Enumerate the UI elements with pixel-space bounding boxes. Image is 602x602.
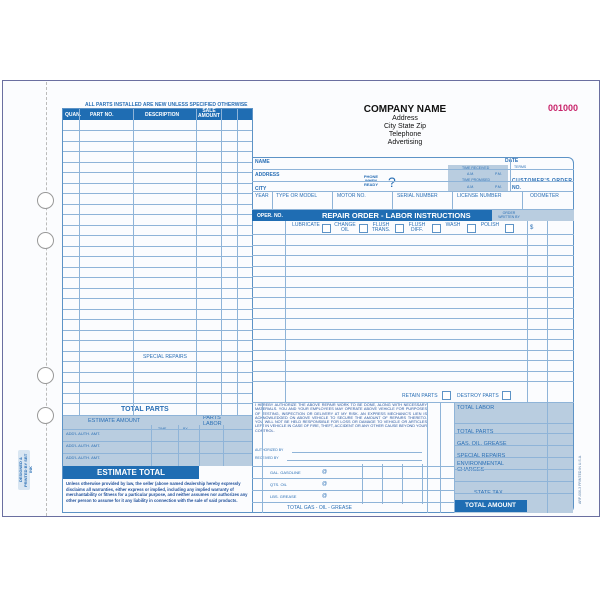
ruling-line <box>440 402 441 513</box>
ruling-line <box>133 109 134 415</box>
ruling-line <box>63 288 252 289</box>
binder-hole <box>37 192 54 209</box>
ruling-line <box>63 309 252 310</box>
labor-check-label: FLUSH TRANS. <box>371 222 391 233</box>
form-number: 001000 <box>548 103 579 113</box>
ruling-line <box>63 361 252 362</box>
labor-checkbox[interactable] <box>359 224 368 233</box>
state-tax-label: STATE TAX <box>474 490 503 496</box>
phone-when-ready-label: PHONE WHEN READY <box>363 174 379 187</box>
company-name: COMPANY NAME <box>363 104 447 115</box>
ruling-line <box>522 191 523 209</box>
printer-logo: DESIGNED & PRINTED BY SBT INK <box>18 450 30 490</box>
addl-auth-2: ADD'L AUTH. AMT. <box>66 443 101 448</box>
ruling-line <box>382 464 383 504</box>
ruling-line <box>63 382 252 383</box>
col-part-no: PART NO. <box>90 112 114 118</box>
ruling-line <box>252 169 574 170</box>
ruling-line <box>262 402 263 513</box>
retain-parts-label: RETAIN PARTS <box>402 393 438 399</box>
ruling-line <box>63 162 252 163</box>
col-description: DESCRIPTION <box>145 112 180 118</box>
customers-order-label: CUSTOMER'S ORDER <box>512 178 573 184</box>
authorized-by-line[interactable] <box>292 452 422 453</box>
company-city: City State Zip <box>383 123 426 130</box>
labor-title: REPAIR ORDER - LABOR INSTRUCTIONS <box>322 211 471 220</box>
ruling-line <box>454 457 573 458</box>
company-advertising: Advertising <box>387 139 423 146</box>
labor-checkbox[interactable] <box>467 224 476 233</box>
received-by-line[interactable] <box>287 460 422 461</box>
ruling-line <box>362 464 363 504</box>
received-by-label: RECEIVED BY <box>255 456 279 460</box>
special-repairs-label: SPECIAL REPAIRS <box>143 354 187 360</box>
total-gas-oil-grease-label: TOTAL GAS - OIL - GREASE <box>287 505 353 511</box>
ruling-line <box>79 109 80 415</box>
ruling-line <box>252 371 574 372</box>
labor-checkbox[interactable] <box>432 224 441 233</box>
am-label: A.M. <box>467 185 475 189</box>
at-icon: @ <box>322 493 328 499</box>
ruling-line <box>332 191 333 209</box>
labor-check-label: CHANGE OIL <box>334 222 356 233</box>
license-label: LICENSE NUMBER <box>457 193 502 199</box>
ruling-line <box>392 191 393 209</box>
ruling-line <box>63 415 252 416</box>
ruling-line <box>63 372 252 373</box>
year-label: YEAR <box>255 193 269 199</box>
repair-order-panel <box>252 157 574 513</box>
ruling-line <box>252 276 574 277</box>
ruling-line <box>252 191 574 192</box>
form-code: ARF-006-3 PRINTED IN U.S.A. <box>578 455 582 505</box>
binder-hole <box>37 232 54 249</box>
ruling-line <box>252 350 574 351</box>
ruling-line <box>63 204 252 205</box>
ruling-line <box>221 109 222 415</box>
ruling-line <box>223 425 224 466</box>
labor-check-label: WASH <box>445 222 461 228</box>
labor-checkbox[interactable] <box>322 224 331 233</box>
ruling-line <box>151 425 152 466</box>
ruling-line <box>252 181 574 182</box>
ruling-line <box>252 234 574 235</box>
ruling-line <box>63 130 252 131</box>
labor-checkbox[interactable] <box>395 224 404 233</box>
ruling-line <box>454 402 455 513</box>
ruling-line <box>252 502 454 503</box>
warranty-disclaimer: Unless otherwise provided by law, the seller (above named dealership hereby expressly disclaims all warranties, either express or implied, including any implied warranty of merchantability or fitness for a particular purpose, and neither assumes nor authorizes any other person to assume for it any liability in connection with the sale of said products. <box>66 481 248 503</box>
ruling-line <box>63 267 252 268</box>
ruling-line <box>63 183 252 184</box>
ruling-line <box>454 423 573 424</box>
order-no-label: NO. <box>512 185 521 191</box>
ruling-line <box>63 193 252 194</box>
parts-table <box>62 108 253 513</box>
lbs-grease-label: LBS. GREASE <box>270 494 297 499</box>
pm-label: P.M. <box>495 185 502 189</box>
city-label: CITY <box>255 186 267 192</box>
col-quan: QUAN. <box>65 112 82 118</box>
labor-check-label: LUBRICATE <box>292 222 320 228</box>
ruling-line <box>63 172 252 173</box>
ruling-line <box>252 478 454 479</box>
ruling-line <box>63 235 252 236</box>
ruling-line <box>452 191 453 209</box>
ruling-line <box>63 351 252 352</box>
at-icon: @ <box>322 469 328 475</box>
ruling-line <box>252 318 574 319</box>
time-label: TIME <box>158 427 167 431</box>
address-label: ADDRESS <box>255 172 280 178</box>
ruling-line <box>63 246 252 247</box>
odometer-label: ODOMETER <box>530 193 559 199</box>
qts-oil-label: QTS. OIL <box>270 482 287 487</box>
company-block <box>330 104 480 147</box>
ruling-line <box>196 109 197 415</box>
ruling-line <box>252 209 574 210</box>
ruling-line <box>252 466 454 467</box>
estimate-amount-label: ESTIMATE AMOUNT <box>88 418 141 424</box>
ruling-line <box>427 402 428 513</box>
ruling-line <box>63 151 252 152</box>
am-label: A.M. <box>467 172 475 176</box>
labor-check-label: POLISH <box>480 222 500 228</box>
ruling-line <box>63 330 252 331</box>
ruling-line <box>402 464 403 504</box>
special-repairs-summary-label: SPECIAL REPAIRS <box>457 453 506 459</box>
ruling-line <box>454 481 573 482</box>
ruling-line <box>252 329 574 330</box>
time-received-label: TIME RECEIVED <box>462 166 490 170</box>
ruling-line <box>285 221 286 402</box>
ruling-line <box>63 225 252 226</box>
ruling-line <box>252 266 574 267</box>
ruling-line <box>63 319 252 320</box>
written-by-label: ORDER WRITTEN BY <box>498 211 520 219</box>
company-phone: Telephone <box>388 131 422 138</box>
total-parts-summary-label: TOTAL PARTS <box>457 429 494 435</box>
addl-auth-3: ADD'L AUTH. AMT. <box>66 455 101 460</box>
name-label: NAME <box>255 159 270 165</box>
ruling-line <box>422 464 423 504</box>
ruling-line <box>252 360 574 361</box>
ruling-line <box>252 490 454 491</box>
destroy-parts-label: DESTROY PARTS <box>457 393 499 399</box>
addl-auth-1: ADD'L AUTH. AMT. <box>66 431 101 436</box>
ruling-line <box>63 141 252 142</box>
estimate-total-bar: ESTIMATE TOTAL <box>63 466 199 479</box>
ruling-line <box>252 308 574 309</box>
parts-notice: ALL PARTS INSTALLED ARE NEW UNLESS SPECIFIED OTHERWISE <box>85 102 248 108</box>
ruling-line <box>454 469 573 470</box>
ruling-line <box>527 221 528 402</box>
date-label: DATE <box>505 158 519 164</box>
by-label: BY <box>183 427 188 431</box>
binder-hole <box>37 367 54 384</box>
ruling-line <box>199 425 200 466</box>
retain-parts-checkbox[interactable] <box>442 391 451 400</box>
ruling-line <box>63 393 252 394</box>
dollar-sign: $ <box>530 225 534 231</box>
ruling-line <box>252 297 574 298</box>
labor-label: LABOR <box>203 421 222 427</box>
at-icon: @ <box>322 481 328 487</box>
destroy-parts-checkbox[interactable] <box>502 391 511 400</box>
ruling-line <box>237 109 238 415</box>
gal-gasoline-label: GAL. GASOLINE <box>270 470 301 475</box>
ruling-line <box>252 287 574 288</box>
environmental-charges-label: ENVIRONMENTAL CHARGES <box>457 461 504 473</box>
ruling-line <box>63 298 252 299</box>
ruling-line <box>178 425 179 466</box>
question-mark-icon: ? <box>388 174 396 190</box>
ruling-line <box>63 214 252 215</box>
ruling-line <box>252 255 574 256</box>
serial-label: SERIAL NUMBER <box>397 193 438 199</box>
ruling-line <box>63 340 252 341</box>
ruling-line <box>63 256 252 257</box>
authorized-by-label: AUTHORIZED BY <box>255 448 284 452</box>
ruling-line <box>63 277 252 278</box>
pm-label: P.M. <box>495 172 502 176</box>
motor-label: MOTOR NO. <box>337 193 366 199</box>
total-parts-label: TOTAL PARTS <box>121 406 169 413</box>
terms-label: TERMS <box>514 165 527 169</box>
ruling-line <box>510 158 511 191</box>
parts-label: PARTS <box>203 415 221 421</box>
ruling-line <box>252 402 574 403</box>
col-sale-amount: SALE AMOUNT <box>198 108 220 119</box>
total-labor-label: TOTAL LABOR <box>457 405 495 411</box>
total-amount-bar: TOTAL AMOUNT <box>454 500 527 512</box>
perforation-line <box>46 82 47 516</box>
time-promised-label: TIME PROMISED <box>462 178 491 182</box>
labor-checkbox[interactable] <box>505 224 514 233</box>
ruling-line <box>252 381 574 382</box>
binder-hole <box>37 407 54 424</box>
ruling-line <box>252 339 574 340</box>
company-address: Address <box>392 115 418 122</box>
labor-check-label: FLUSH DIFF. <box>408 222 426 233</box>
authorization-text: I HEREBY AUTHORIZE THE ABOVE REPAIR WORK TO BE DONE, ALONG WITH NECESSARY MATERIALS. YOU AND YOUR EMPLOYEES MAY OPERATE ABOVE VEHICLE FOR PURPOSES OF TESTING, INSPECTION OR DELIVERY AT MY RISK. AN EXPRESS MECHANIC'S LIEN IS ACKNOWLEDGED ON ABOVE VEHICLE TO SECURE THE AMOUNT OF REPAIRS THERETO. YOU WILL NOT BE HELD RESPONSIBLE FOR LOSS OR DAMAGE TO VEHICLE OR ARTICLES LEFT IN VEHICLE IN CASE OF FIRE, THEFT, ACCIDENT OR ANY OTHER CAUSE BEYOND YOUR CONTROL. <box>255 403 427 433</box>
ruling-line <box>272 191 273 209</box>
ruling-line <box>454 445 573 446</box>
ruling-line <box>63 403 252 404</box>
type-model-label: TYPE OR MODEL <box>276 193 318 199</box>
gas-oil-grease-label: GAS, OIL, GREASE <box>457 441 507 447</box>
oper-no-label: OPER. NO. <box>257 213 283 219</box>
ruling-line <box>252 245 574 246</box>
ruling-line <box>454 493 573 494</box>
ruling-line <box>454 433 573 434</box>
